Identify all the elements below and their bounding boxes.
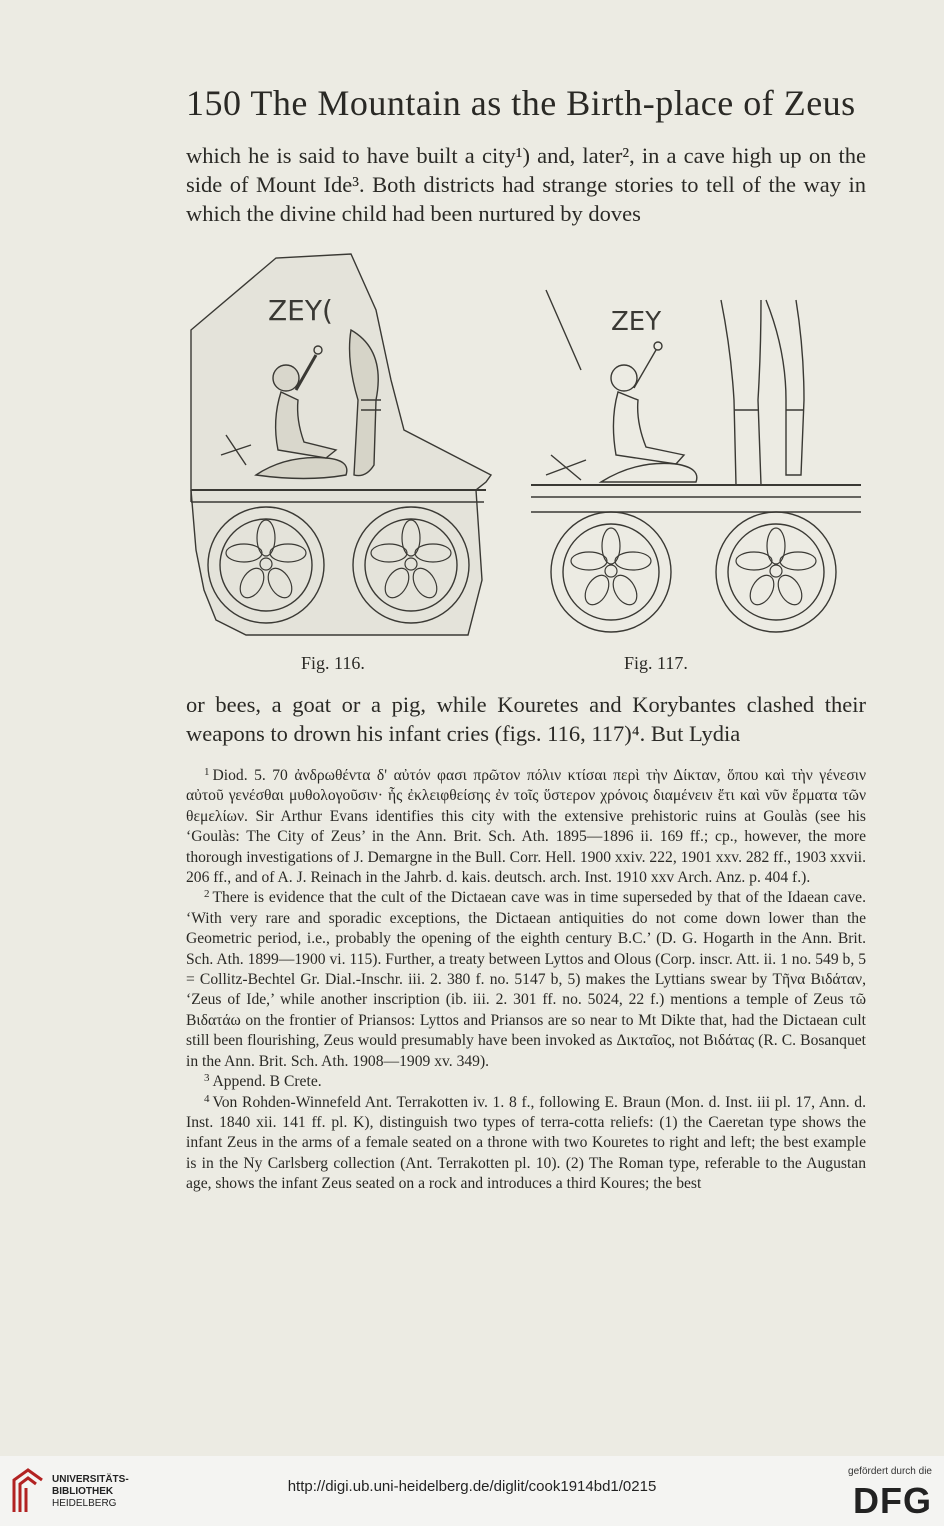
- running-head: 150 The Mountain as the Birth-place of Zeus: [186, 83, 856, 123]
- inscription-117: ΖΕΥ: [611, 307, 662, 337]
- figure-plate: [186, 250, 866, 673]
- body-paragraph-top: [186, 141, 866, 228]
- footnote-4: [186, 1093, 866, 1195]
- figure-117-drawing: [531, 290, 861, 632]
- library-name-line2: BIBLIOTHEK: [52, 1486, 114, 1497]
- footnote-number: 1: [204, 766, 210, 778]
- caption-fig-117: Fig. 117.: [624, 653, 688, 673]
- library-name-line1: UNIVERSITÄTS-: [52, 1474, 129, 1485]
- footnote-text: Von Rohden-Winnefeld Ant. Terrakotten iv. 1. 8 f., following E. Braun (Mon. d. Inst. iii pl. 17, Ann. d. Inst. 1840 xii. 141 ff. pl. K), distinguish two types of terra-cotta reliefs: (1) the Caeretan type shows the infant Zeus in the arms of a female seated on a throne with two Kouretes to right and left; the best example is in the Ny Carlsberg collection (Ant. Terrakotten pl. 10). (2) The Roman type, referable to the Augustan age, shows the infant Zeus seated on a rock and introduces a third Koures; the best: [186, 1093, 866, 1193]
- caption-fig-116: Fig. 116.: [301, 653, 365, 673]
- footnote-number: 4: [204, 1092, 210, 1105]
- footnote-number: 3: [204, 1072, 210, 1085]
- funded-by-label: gefördert durch die: [848, 1466, 932, 1477]
- footnote-2: [186, 888, 866, 1072]
- viewer-footer: [0, 1456, 944, 1526]
- footnote-text: Append. B Crete.: [212, 1073, 322, 1091]
- footnote-number: 2: [204, 888, 210, 901]
- footnote-text: There is evidence that the cult of the Dictaean cave was in time superseded by that of the Idaean cave. ‘With very rare and sporadic exceptions, the Dictaean antiquities do not come down lower than the Geometric period, i.e., probably the opening of the eighth century B.C.’ (D. G. Hogarth in the Ann. Brit. Sch. Ath. 1899—1900 vi. 115). Further, a treaty between Lyttos and Olous (Corp. inscr. Att. ii. 1 no. 549 b, 5 = Collitz-Bechtel Gr. Dial.-Inschr. iii. 2. 380 f. no. 5147 b, 5) makes the Lyttians swear by Τῆνα Βιδάταν, ‘Zeus of Ide,’ while another inscription (ib. iii. 2. 301 ff. no. 5024, 22 f.) mentions a temple of Zeus τῶ Βιδατάω on the frontier of Priansos: Lyttos and Priansos are so near to Mt Dikte that, had the Dictaean cult still been flourishing, Zeus would presumably have been invoked as Δικταῖος, not Βιδάτας (R. C. Bosanquet in the Ann. Brit. Sch. Ath. 1908—1909 xv. 349).: [186, 889, 866, 1070]
- library-name-line3: HEIDELBERG: [52, 1498, 117, 1509]
- figure-116-drawing: [191, 254, 491, 635]
- dfg-logo: DFG: [853, 1480, 932, 1521]
- body-paragraph-mid: [186, 690, 866, 748]
- paragraph-mid-text: or bees, a goat or a pig, while Kouretes and Korybantes clashed their weapons to drown his infant cries (figs. 116, 117)⁴. But Lydia: [186, 692, 866, 746]
- footnote-text: Diod. 5. 70 ἀνδρωθέντα δ' αὐτόν φασι πρῶτον πόλιν κτίσαι περὶ τὴν Δίκταν, ὅπου καὶ τὴν γένεσιν αὐτοῦ γενέσθαι μυθολογοῦσιν· ἧς ἐκλειφθείσης ἐν τοῖς ὕστερον χρόνοις διαμένειν ἔτι καὶ νῦν ἔρματα τῶν θεμελίων. Sir Arthur Evans identifies this city with the extensive prehistoric ruins at Goulàs (see his ‘Goulàs: The City of Zeus’ in the Ann. Brit. Sch. Ath. 1895—1896 ii. 169 ff.; cp., however, the more thorough investigations of J. Demargne in the Bull. Corr. Hell. 1900 xxiv. 222, 1901 xxv. 282 ff., 1903 xxvii. 206 ff., and of A. J. Reinach in the Jahrb. d. kais. deutsch. arch. Inst. 1910 xxv Arch. Anz. p. 404 f.).: [186, 767, 867, 887]
- footnote-1: [186, 766, 866, 888]
- footnotes: [186, 766, 866, 1195]
- paragraph-top-text: which he is said to have built a city¹) and, later², in a cave high up on the side of Mount Ide³. Both districts had strange stories to tell of the way in which the divine child had been nurtured by doves: [186, 143, 866, 226]
- permalink-url[interactable]: http://digi.ub.uni-heidelberg.de/diglit/cook1914bd1/0215: [287, 1478, 657, 1495]
- inscription-116: ΖΕΥ(: [268, 294, 333, 327]
- footnote-3: [186, 1072, 866, 1092]
- relief-illustrations: [186, 250, 866, 650]
